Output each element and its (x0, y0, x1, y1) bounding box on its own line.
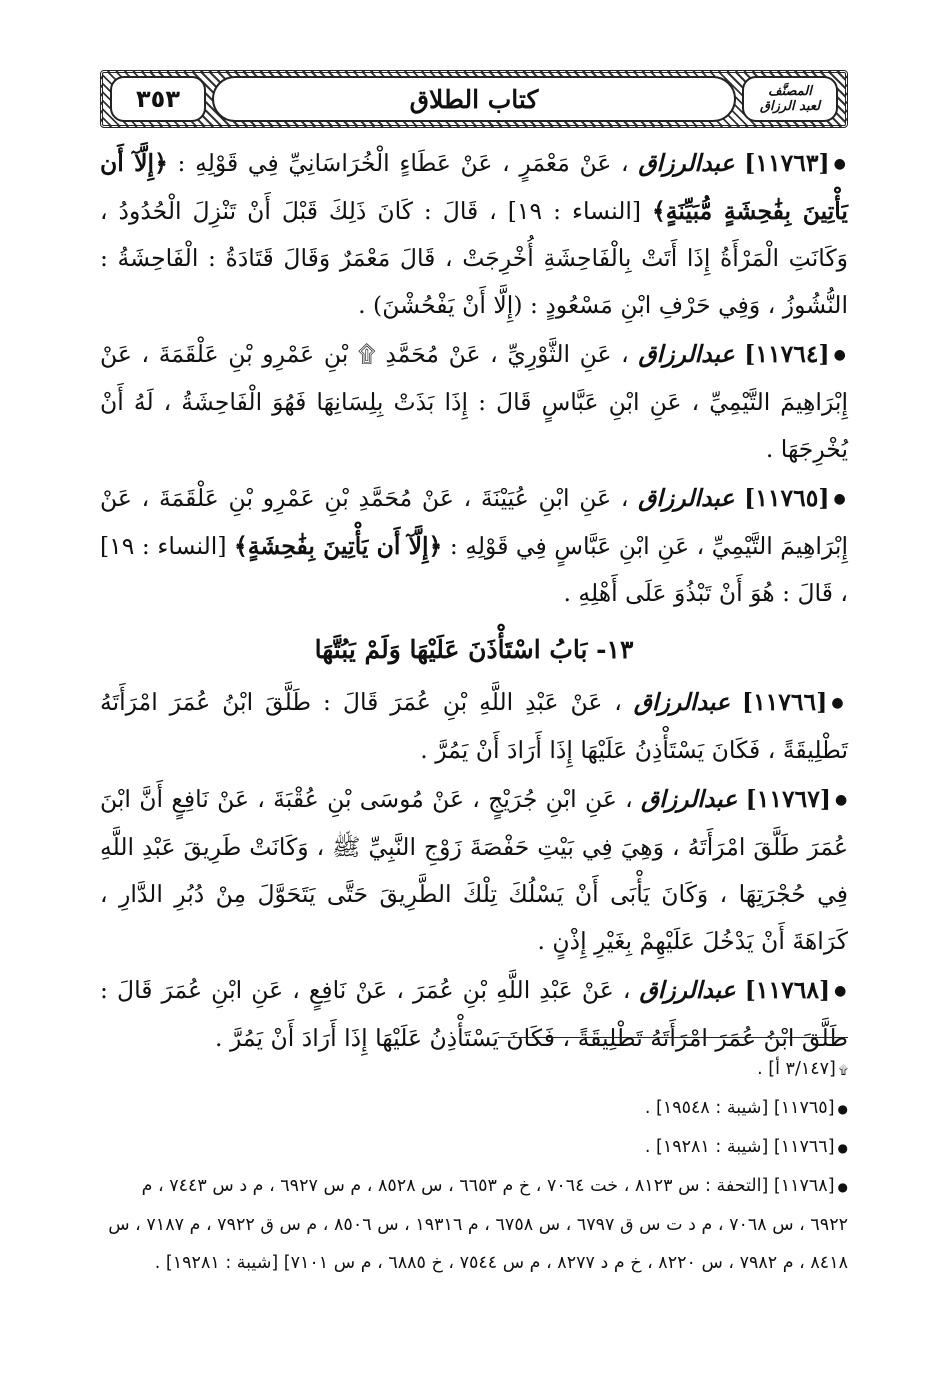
main-text (100, 140, 848, 1064)
hadith-text: ، عَنْ عَبْدِ اللَّهِ بْنِ عُمَرَ قَالَ : طَلَّقَ ابْنُ عُمَرَ امْرَأَتَهُ تَطْلِيقَةً ، فَكَانَ يَسْتَأْذِنُ عَلَيْهَا إِذَا أَرَادَ أَنْ يَمُرَّ . (100, 688, 848, 764)
bullet-icon: ● (833, 347, 848, 363)
logo-line-1: المصنَّف (768, 84, 812, 99)
narrator-name: عبدالرزاق (638, 340, 735, 368)
hadith-text: ، عَنِ الثَّوْرِيِّ ، عَنْ مُحَمَّدِ ۩ بْنِ عَمْرِو بْنِ عَلْقَمَةَ ، عَنْ إِبْرَاهِيمَ التَّيْمِيِّ ، عَنِ ابْنِ عَبَّاسٍ قَالَ : إِذَا بَذَتْ بِلِسَانِهَا فَهُوَ الْفَاحِشَةُ ، لَهُ أَنْ يُخْرِجَهَا . (100, 340, 848, 463)
footnote-text: [١١٧٦٨] [التحفة : س ٨١٢٣ ، خت ٧٠٦٤ ، خ م ٦٦٥٣ ، س ٨٥٢٨ ، م س ٦٩٢٧ ، م د س ٧٤٤٣ ، م ٦٩٢٢ ، س ٧٠٦٨ ، م د ت س ق ٦٧٩٧ ، س ٦٧٥٨ ، م ١٩٣١٦ ، س ٨٥٠٦ ، م س ق ٧٩٢٢ ، م ٧١٨٧ ، س ٨٤١٨ ، م ٧٩٨٢ ، س ٨٢٢٠ ، خ م د ٨٢٧٧ ، م س ٧٥٤٤ ، خ ٦٨٨٥ ، م س ٧١٠١] [شيبة : ١٩٢٨١] . (108, 1176, 848, 1273)
footnote-text: [٣/١٤٧ أ] . (757, 1059, 836, 1079)
header-title-cartouche (212, 76, 736, 122)
bullet-icon: ● (837, 1102, 848, 1116)
footnote (100, 1128, 848, 1167)
quran-verse: ﴿إِلَّآ أَن يَأْتِينَ بِفَٰحِشَةٍ﴾ (234, 532, 443, 560)
hadith-number: [١١٧٦٥] (744, 484, 830, 512)
footnote-text: [١١٧٦٥] [شيبة : ١٩٥٤٨] . (644, 1098, 835, 1118)
bullet-icon: ● (833, 156, 848, 172)
narrator-name: عبدالرزاق (638, 149, 735, 177)
footnote (100, 1050, 848, 1089)
hadith-entry (100, 140, 848, 329)
bullet-icon: ● (833, 491, 848, 507)
bullet-icon: ● (834, 792, 848, 808)
chapter-heading: ١٣- بَابُ اسْتَأْذَنَ عَلَيْهَا وَلَمْ يَبُتَّهَا (314, 635, 634, 664)
page-header (100, 70, 848, 128)
hadith-entry (100, 776, 848, 965)
hadith-number: [١١٧٦٧] (745, 785, 831, 813)
hadith-entry (100, 967, 848, 1062)
publisher-logo (742, 76, 838, 122)
footnotes (100, 1050, 848, 1282)
hadith-number: [١١٧٦٣] (744, 149, 830, 177)
hadith-number: [١١٧٦٦] (741, 688, 828, 716)
bullet-icon: ● (837, 1180, 848, 1194)
narrator-name: عبدالرزاق (638, 484, 735, 512)
manuscript-mark-icon: ۩ (838, 1063, 848, 1077)
bullet-icon: ● (837, 1141, 848, 1155)
page-number-badge (110, 76, 206, 122)
page-number: ٣٥٣ (136, 85, 180, 113)
narrator-name: عبدالرزاق (633, 688, 731, 716)
hadith-text: ، عَنِ ابْنِ جُرَيْجٍ ، عَنْ مُوسَى بْنِ عُقْبَةَ ، عَنْ نَافِعٍ أَنَّ ابْنَ عُمَرَ طَلَّقَ امْرَأَتَهُ ، وَهِيَ فِي بَيْتِ حَفْصَةَ زَوْجِ النَّبِيِّ ﷺ ، وَكَانَتْ طَرِيقَ عَبْدِ اللَّهِ فِي حُجْرَتِهَا ، وَكَانَ يَأْبَى أَنْ يَسْلُكَ تِلْكَ الطَّرِيقَ حَتَّى يَتَحَوَّلَ مِنْ دُبُرِ الدَّارِ ، كَرَاهَةَ أَنْ يَدْخُلَ عَلَيْهِمْ بِغَيْرِ إِذْنٍ . (100, 785, 848, 955)
bullet-icon: ● (834, 983, 848, 999)
hadith-text-continued: [النساء : ١٩] ، قَالَ : كَانَ ذَلِكَ قَبْلَ أَنْ تَنْزِلَ الْحُدُودُ ، وَكَانَتِ الْمَرْأَةُ إِذَا أَتَتْ بِالْفَاحِشَةِ أُخْرِجَتْ ، قَالَ مَعْمَرٌ وَقَالَ قَتَادَةُ : الْفَاحِشَةُ : النُّشُوزُ ، وَفِي حَرْفِ ابْنِ مَسْعُودٍ : (إِلَّا أَنْ يَفْحُشْنَ) . (100, 197, 848, 319)
logo-line-2: لعبد الرزاق (759, 99, 821, 114)
hadith-entry (100, 475, 848, 617)
quran-verse: ﴿إِلَّآ أَن يَأْتِينَ بِفَٰحِشَةٍ مُّبَيِّنَةٍ﴾ (100, 149, 848, 225)
bullet-icon: ● (831, 695, 848, 711)
hadith-number: [١١٧٦٤] (744, 340, 830, 368)
hadith-entry (100, 331, 848, 473)
narrator-name: عبدالرزاق (641, 785, 738, 813)
narrator-name: عبدالرزاق (639, 976, 736, 1004)
hadith-number: [١١٧٦٨] (744, 976, 831, 1004)
footnote (100, 1167, 848, 1282)
hadith-text: ، عَنِ ابْنِ عُيَيْنَةَ ، عَنْ مُحَمَّدِ بْنِ عَمْرِو بْنِ عَلْقَمَةَ ، عَنْ إِبْرَاهِيمَ التَّيْمِيِّ ، عَنِ ابْنِ عَبَّاسٍ فِي قَوْلِهِ : (100, 484, 848, 560)
footnote (100, 1089, 848, 1128)
footnote-text: [١١٧٦٦] [شيبة : ١٩٢٨١] . (644, 1137, 835, 1157)
book-title: كتاب الطلاق (409, 84, 539, 114)
footnote-divider (498, 1037, 848, 1038)
hadith-entry (100, 679, 848, 774)
hadith-text: ، عَنْ مَعْمَرٍ ، عَنْ عَطَاءٍ الْخُرَاسَانِيِّ فِي قَوْلِهِ : (177, 149, 629, 177)
hadith-text: ، عَنْ عَبْدِ اللَّهِ بْنِ عُمَرَ ، عَنْ نَافِعٍ ، عَنِ ابْنِ عُمَرَ قَالَ : طَلَّقَ ابْنُ عُمَرَ امْرَأَتَهُ تَطْلِيقَةً ، فَكَانَ يَسْتَأْذِنُ عَلَيْهَا إِذَا أَرَادَ أَنْ يَمُرَّ . (100, 976, 848, 1052)
hadith-text-continued: [النساء : ١٩] ، قَالَ : هُوَ أَنْ تَبْذُوَ عَلَى أَهْلِهِ . (100, 532, 848, 607)
